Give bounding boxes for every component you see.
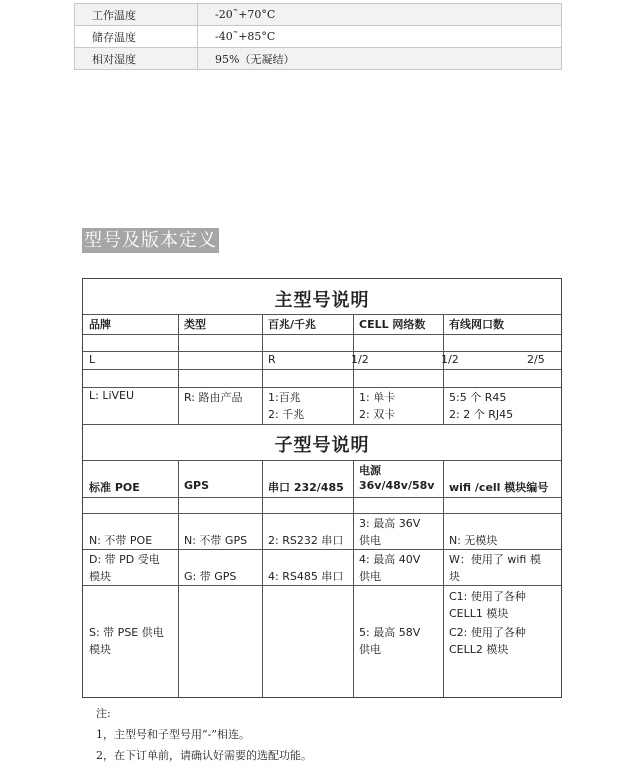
table-rule <box>83 369 561 370</box>
header-module: wifi /cell 模块编号 <box>449 481 549 494</box>
code-brand: L <box>89 353 96 366</box>
code-cell-count: 1/2 <box>351 353 369 366</box>
module-option-c1-cont: CELL1 模块 <box>449 607 509 620</box>
module-option-c1: C1: 使用了各种 <box>449 590 526 603</box>
main-model-title: 主型号说明 <box>274 290 370 311</box>
notes <box>96 703 312 766</box>
spec-row <box>75 4 562 26</box>
speed-detail-1: 1:百兆 <box>268 391 301 404</box>
type-detail: R: 路由产品 <box>184 391 243 404</box>
ports-detail-1: 5:5 个 R45 <box>449 391 507 404</box>
header-poe: 标准 POE <box>89 481 140 494</box>
module-option-w-cont: 块 <box>449 570 460 583</box>
header-cell-count: CELL 网络数 <box>359 318 426 331</box>
cell-detail-2: 2: 双卡 <box>359 408 396 421</box>
poe-option-d-cont: 模块 <box>89 570 111 583</box>
table-rule <box>83 334 561 335</box>
code-speed: R <box>268 353 276 366</box>
model-definition-table <box>82 278 562 698</box>
serial-option-485: 4: RS485 串口 <box>268 570 344 583</box>
module-option-c2-cont: CELL2 模块 <box>449 643 509 656</box>
table-rule <box>83 513 561 514</box>
poe-option-d: D: 带 PD 受电 <box>89 553 160 566</box>
spec-label: 相对湿度 <box>75 48 198 70</box>
spec-row <box>75 26 562 48</box>
header-wired-ports: 有线网口数 <box>449 318 504 331</box>
spec-value: 95%（无凝结） <box>198 48 562 70</box>
spec-value: -20˜+70°C <box>198 4 562 26</box>
spec-table <box>74 3 562 70</box>
power-option-36v-cont: 供电 <box>359 534 381 547</box>
sub-model-title: 子型号说明 <box>274 435 370 456</box>
speed-detail-2: 2: 千兆 <box>268 408 305 421</box>
power-option-36v: 3: 最高 36V <box>359 517 421 530</box>
power-option-58v-cont: 供电 <box>359 643 381 656</box>
header-power-line2: 36v/48v/58v <box>359 479 435 492</box>
header-type: 类型 <box>184 318 206 331</box>
power-option-58v: 5: 最高 58V <box>359 626 421 639</box>
code-wired-ports-b: 2/5 <box>527 353 545 366</box>
gps-option-n: N: 不带 GPS <box>184 534 248 547</box>
table-rule <box>83 387 561 388</box>
header-speed: 百兆/千兆 <box>268 318 317 331</box>
poe-option-n: N: 不带 POE <box>89 534 153 547</box>
poe-option-s: S: 带 PSE 供电 <box>89 626 164 639</box>
cell-detail-1: 1: 单卡 <box>359 391 396 404</box>
note-item: 1，主型号和子型号用“-”相连。 <box>96 728 250 741</box>
module-option-n: N: 无模块 <box>449 534 498 547</box>
module-option-w: W：使用了 wifi 模 <box>449 553 541 566</box>
ports-detail-2: 2: 2 个 RJ45 <box>449 408 514 421</box>
gps-option-g: G: 带 GPS <box>184 570 237 583</box>
section-heading: 型号及版本定义 <box>84 230 217 251</box>
brand-detail: L: LiVEU <box>89 389 135 402</box>
table-rule <box>83 497 561 498</box>
header-serial: 串口 232/485 <box>268 481 344 494</box>
code-wired-ports-a: 1/2 <box>441 353 459 366</box>
power-option-40v-cont: 供电 <box>359 570 381 583</box>
table-rule <box>83 460 561 461</box>
notes-title: 注: <box>96 707 111 720</box>
table-rule <box>83 585 561 586</box>
module-option-c2: C2: 使用了各种 <box>449 626 526 639</box>
spec-value: -40˜+85°C <box>198 26 562 48</box>
header-power-line1: 电源 <box>359 464 381 477</box>
header-brand: 品牌 <box>89 318 111 331</box>
table-rule <box>83 351 561 352</box>
spec-label: 工作温度 <box>75 4 198 26</box>
table-rule <box>83 314 561 315</box>
power-option-40v: 4: 最高 40V <box>359 553 421 566</box>
note-item: 2，在下订单前，请确认好需要的选配功能。 <box>96 749 312 762</box>
poe-option-s-cont: 模块 <box>89 643 111 656</box>
serial-option-232: 2: RS232 串口 <box>268 534 344 547</box>
table-rule <box>83 549 561 550</box>
header-gps: GPS <box>184 479 210 492</box>
spec-label: 储存温度 <box>75 26 198 48</box>
spec-row <box>75 48 562 70</box>
table-rule <box>83 424 561 425</box>
